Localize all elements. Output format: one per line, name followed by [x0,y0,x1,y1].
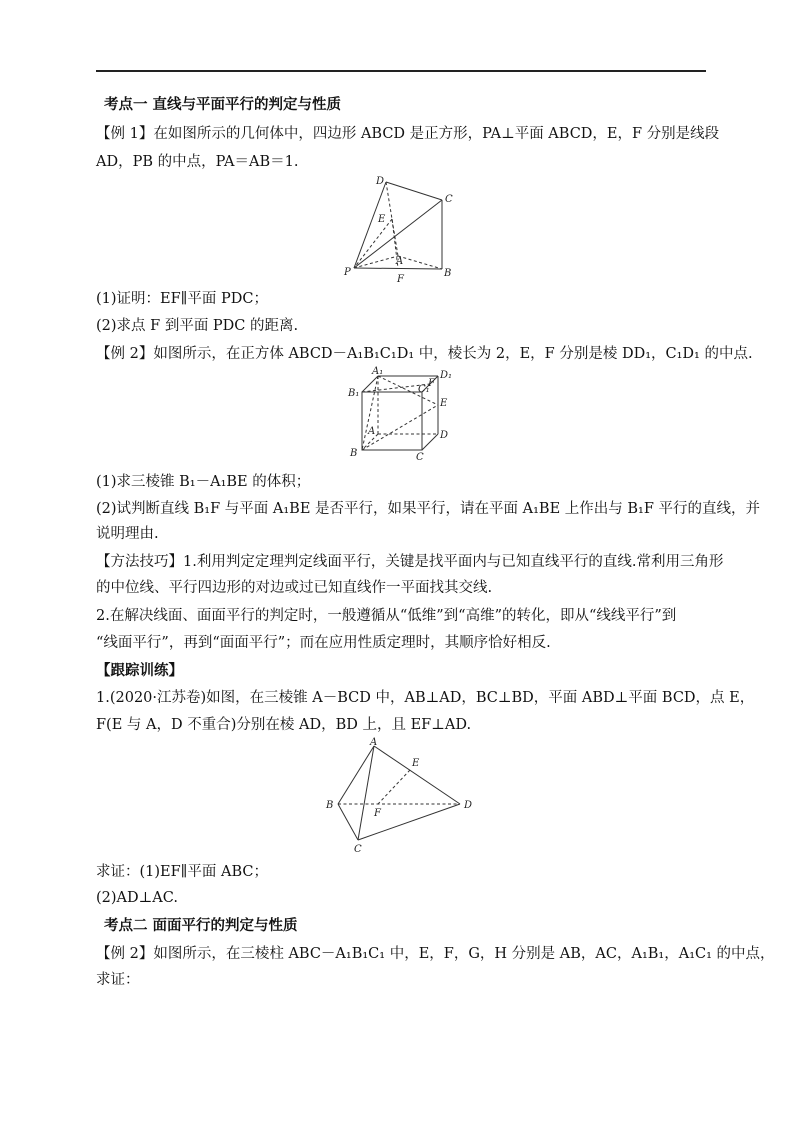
edge-PB [354,268,442,269]
example3-stem-line2: 求证： [96,972,140,988]
label-A: A [368,426,376,437]
example1-stem-line1: 【例 1】在如图所示的几何体中，四边形 ABCD 是正方形，PA⊥平面 ABCD，E，F 分别是线段 [96,126,720,142]
label-F: F [374,808,381,819]
label-A: A [370,737,378,748]
label-B1: B₁ [348,388,360,399]
method-line4: “线面平行”，再到“面面平行”；而在应用性质定理时，其顺序恰好相反. [96,635,551,651]
figure-tetrahedron [322,736,482,856]
training-proof2: (2)AD⊥AC. [96,890,178,906]
label-B: B [350,448,358,459]
example2-stem: 【例 2】如图所示，在正方体 ABCD－A₁B₁C₁D₁ 中，棱长为 2，E，F 分别是棱 DD₁，C₁D₁ 的中点. [96,346,753,362]
method-line3: 2.在解决线面、面面平行的判定时，一般遵循从“低维”到“高维”的转化，即从“线线平行”到 [96,608,677,624]
edge-DC [386,182,442,200]
label-B: B [444,268,452,279]
method-line2: 的中位线、平行四边形的对边或过已知直线作一平面找其交线. [96,580,493,596]
edge-EF [378,770,410,804]
training-problem1-line2: F(E 与 A，D 不重合)分别在棱 AD，BD 上，且 EF⊥AD. [96,717,472,733]
header-rule [96,70,706,72]
edge-AC [358,746,374,840]
label-C: C [354,844,362,855]
figure-pyramid [340,172,470,284]
example3-stem-line1: 【例 2】如图所示，在三棱柱 ABC－A₁B₁C₁ 中，E，F，G，H 分别是 AB，AC，A₁B₁，A₁C₁ 的中点， [96,946,775,962]
example2-question1: (1)求三棱锥 B₁－A₁BE 的体积； [96,474,311,490]
label-C: C [445,194,453,205]
label-C: C [416,452,424,462]
edge-BC [338,804,358,840]
label-D: D [440,430,449,441]
label-F: F [397,274,404,284]
training-problem1-line1: 1.(2020·江苏卷)如图，在三棱锥 A－BCD 中，AB⊥AD，BC⊥BD，平面 ABD⊥平面 BCD，点 E， [96,690,755,706]
label-P: P [344,267,351,278]
training-title: 【跟踪训练】 [96,663,183,679]
example1-question1: (1)证明：EF∥平面 PDC； [96,291,268,307]
training-proof1: 求证：(1)EF∥平面 ABC； [96,864,268,880]
edge-AB [398,256,442,269]
label-A: A [396,256,404,267]
label-C1: C₁ [418,384,430,395]
example1-stem-line2: AD，PB 的中点，PA＝AB＝1. [96,154,299,170]
edge-PA [354,256,398,268]
cube-front-face [362,392,422,450]
label-E: E [378,214,386,225]
method-line1: 【方法技巧】1.利用判定定理判定线面平行，关键是找平面内与已知直线平行的直线.常利用三角形 [96,554,724,570]
figure-cube [346,366,466,462]
label-D1: D₁ [440,370,453,381]
example1-question2: (2)求点 F 到平面 PDC 的距离. [96,318,299,334]
example2-question2-line2: 说明理由. [96,526,159,542]
label-D: D [376,176,385,187]
label-F: F [428,378,435,389]
edge-AD [374,746,460,804]
section-title-1: 考点一 直线与平面平行的判定与性质 [104,97,342,113]
label-E: E [440,398,448,409]
label-D: D [464,800,473,811]
section-title-2: 考点二 面面平行的判定与性质 [104,918,298,934]
label-A1: A₁ [372,366,384,377]
label-E: E [412,758,420,769]
label-B: B [326,800,334,811]
example2-question2-line1: (2)试判断直线 B₁F 与平面 A₁BE 是否平行，如果平行，请在平面 A₁BE 上作出与 B₁F 平行的直线，并 [96,501,761,517]
